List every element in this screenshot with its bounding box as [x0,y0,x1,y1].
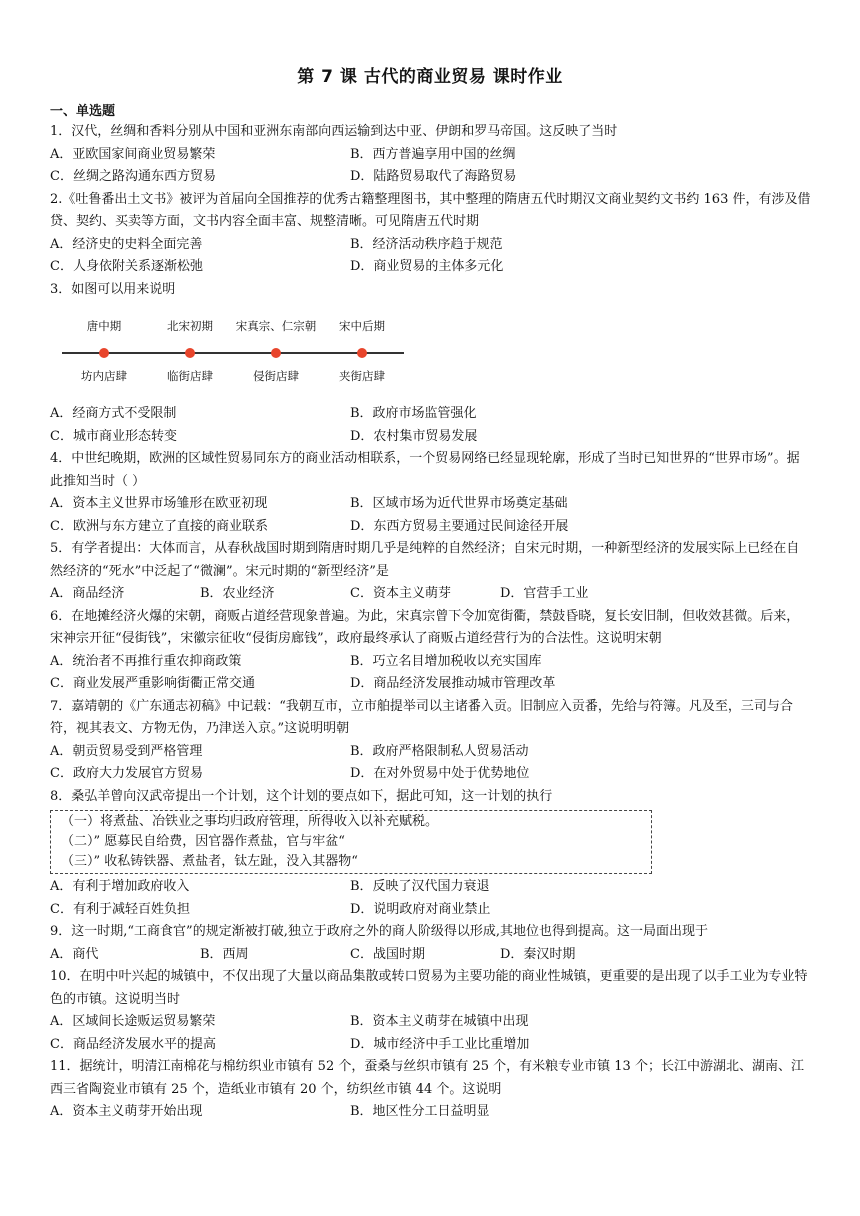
question [50,538,812,606]
question-stem: 8．桑弘羊曾向汉武帝提出一个计划，这个计划的要点如下，据此可知，这一计划的执行 [50,788,553,804]
option-c: C．丝绸之路沟通东西方贸易 [50,169,216,184]
question [50,921,812,966]
option-b: B．巧立名目增加税收以充实国库 [350,653,542,669]
option-b: B．西周 [200,946,249,962]
option-a: A．资本主义世界市场雏形在欧亚初现 [50,496,268,511]
option-d: D．官营手工业 [500,586,589,601]
option-a: A．区域间长途贩运贸易繁荣 [50,1014,216,1029]
quote-box [50,810,652,874]
option-a: A．亚欧国家间商业贸易繁荣 [50,146,216,162]
option-c: C．欧洲与东方建立了直接的商业联系 [50,518,268,534]
question-stem: 1．汉代，丝绸和香料分别从中国和亚洲东南部向西运输到达中亚、伊朗和罗马帝国。这反映了当时 [50,124,618,139]
option-d: D．商业贸易的主体多元化 [350,259,504,274]
timeline-form: 临街店肆 [167,369,213,383]
timeline-dot [271,348,281,358]
option-a: A．经商方式不受限制 [50,406,177,421]
option-b: B．经济活动秩序趋于规范 [350,236,503,252]
option-d: D．在对外贸易中处于优势地位 [350,766,530,781]
option-c: C．有利于减轻百姓负担 [50,901,190,917]
timeline-dot [357,348,367,358]
option-b: B．政府市场监管强化 [350,406,477,421]
option-c: C．商品经济发展水平的提高 [50,1036,216,1052]
timeline-figure [50,307,812,399]
question-stem: 3．如图可以用来说明 [50,281,176,297]
option-a: A．资本主义萌芽开始出现 [50,1104,203,1119]
timeline-form: 侵街店肆 [253,369,299,383]
question [50,279,812,449]
question-stem: 2.《吐鲁番出土文书》被评为首届向全国推荐的优秀古籍整理图书，其中整理的隋唐五代时期汉文商业契约文书约 163 件，有涉及借贷、契约、买卖等方面，文书内容全面丰富、规整清晰。可见隋唐五代时期 [50,191,811,229]
option-b: B．农业经济 [200,586,275,601]
option-b: B．资本主义萌芽在城镇中出现 [350,1014,529,1029]
option-d: D．东西方贸易主要通过民间途径开展 [350,518,569,534]
question [50,786,812,922]
timeline-period: 宋真宗、仁宗朝 [235,319,317,333]
question-stem: 10．在明中叶兴起的城镇中，不仅出现了大量以商品集散或转口贸易为主要功能的商业性城镇，更重要的是出现了以手工业为专业特色的市镇。这说明当时 [50,969,808,1007]
section-heading: 一、单选题 [50,104,116,119]
question [50,121,812,189]
question-stem: 11．据统计，明清江南棉花与棉纺织业市镇有 52 个，蚕桑与丝织市镇有 25 个，有米粮专业市镇 13 个；长江中游湖北、湖南、江西三省陶瓷业市镇有 25 个，造纸业市镇有 20 个，纺织丝市镇 44 个。这说明 [50,1059,804,1097]
page-title: 第 7 课 古代的商业贸易 课时作业 [297,67,563,87]
option-b: B．政府严格限制私人贸易活动 [350,743,529,759]
question-stem: 9．这一时期,“工商食官”的规定渐被打破,独立于政府之外的商人阶级得以形成,其地位也得到提高。这一局面出现于 [50,924,708,939]
option-a: A．经济史的史料全面完善 [50,236,203,252]
option-c: C．资本主义萌芽 [350,586,451,601]
option-a: A．有利于增加政府收入 [50,879,190,894]
timeline-period: 唐中期 [86,319,122,333]
question-stem: 7．嘉靖朝的《广东通志初稿》中记载：“我朝互市，立市舶提举司以主诸番入贡。旧制应入贡番，先给与符簿。凡及至，三司与合符，视其表文、方物无伪，乃津送入京。”这说明明朝 [50,698,793,736]
option-d: D．农村集市贸易发展 [350,428,478,444]
question [50,448,812,538]
question [50,606,812,696]
option-a: A．商代 [50,946,99,962]
quote-line: （一）将煮盐、冶铁业之事均归政府管理，所得收入以补充赋税。 [61,814,439,829]
option-c: C．商业发展严重影响街衢正常交通 [50,676,255,691]
question-stem: 4．中世纪晚期，欧洲的区域性贸易同东方的商业活动相联系，一个贸易网络已经显现轮廓，形成了当时已知世界的“世界市场”。据此推知当时（ ） [50,451,800,489]
option-d: D．说明政府对商业禁止 [350,901,491,917]
option-d: D．陆路贸易取代了海路贸易 [350,169,517,184]
question-stem: 5．有学者提出：大体而言，从春秋战国时期到隋唐时期几乎是纯粹的自然经济；自宋元时期，一种新型经济的发展实际上已经在自然经济的“死水”中泛起了“微澜”。宋元时期的“新型经济”是 [50,541,800,579]
timeline-period: 北宋初期 [167,319,213,333]
option-a: A．统治者不再推行重农抑商政策 [50,653,242,669]
timeline-dot [99,348,109,358]
question [50,1056,812,1124]
option-d: D．城市经济中手工业比重增加 [350,1036,530,1052]
question [50,696,812,786]
option-c: C．政府大力发展官方贸易 [50,766,203,781]
option-d: D．秦汉时期 [500,946,576,962]
option-a: A．商品经济 [50,586,125,601]
option-b: B．西方普遍享用中国的丝绸 [350,146,516,162]
option-b: B．反映了汉代国力衰退 [350,879,490,894]
question [50,189,812,279]
question [50,966,812,1056]
quote-line: （三）” 收私铸铁器、煮盐者，钛左趾，没入其器物“ [61,854,358,869]
option-d: D．商品经济发展推动城市管理改革 [350,676,556,691]
option-c: C．战国时期 [350,946,425,962]
timeline-form: 坊内店肆 [81,369,127,383]
timeline-form: 夹街店肆 [339,369,385,383]
timeline-period: 宋中后期 [339,319,385,333]
option-c: C．人身依附关系逐渐松弛 [50,259,203,274]
timeline-dot [185,348,195,358]
question-stem: 6．在地摊经济火爆的宋朝，商贩占道经营现象普遍。为此，宋真宗曾下令加宽街衢，禁鼓昏晓，复长安旧制，但收效甚微。后来，宋神宗开征“侵街钱”，宋徽宗征收“侵街房廊钱”，政府最终承认了商贩占道经营行为的合法性。这说明宋朝 [50,608,800,646]
option-a: A．朝贡贸易受到严格管理 [50,743,203,759]
option-b: B．区域市场为近代世界市场奠定基础 [350,496,568,511]
quote-line: （二）” 愿募民自给费，因官器作煮盐，官与牢盆“ [61,834,345,849]
option-b: B．地区性分工日益明显 [350,1104,490,1119]
option-c: C．城市商业形态转变 [50,428,177,444]
question-list [50,121,812,1124]
